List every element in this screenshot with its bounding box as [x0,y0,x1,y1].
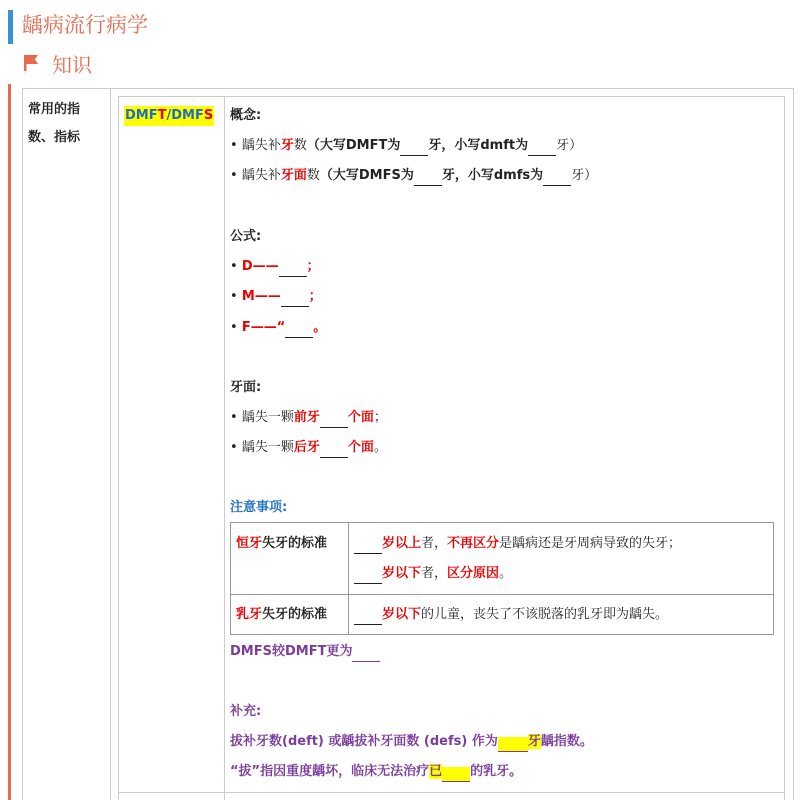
row-separator [118,792,785,793]
surface-line-1: • 龋失一颗前牙 个面； [230,408,387,428]
notes-row2-line1: 岁以下的儿童，丧失了不该脱落的乳牙即为龋失。 [354,605,668,625]
section-header [22,48,92,78]
notes-heading: 注意事项: [230,500,288,515]
notes-table-divider [348,522,349,635]
supplement-line-1: 拔补牙数(deft) 或龋拔补牙面数 (defs) 作为 牙龋指数。 [230,732,593,752]
section-title: 知识 [52,52,92,77]
category-cell [22,88,111,800]
category-label-line2: 数、指标 [28,130,81,145]
concept-line-1: • 龋失补牙数（大写DMFT为 牙，小写dmft为 牙） [230,136,582,156]
formula-d: • D—— ； [230,257,320,277]
concept-line-2: • 龋失补牙面数（大写DMFS为 牙，小写dmfs为 牙） [230,166,597,186]
notes-row1-line2: 岁以下者，区分原因。 [354,564,512,584]
inner-divider [224,96,225,800]
supplement-heading: 补充: [230,704,262,719]
title-accent-bar [8,10,13,44]
formula-f: • F——“ 。 [230,318,326,338]
category-label-line1: 常用的指 [28,102,81,117]
page-title: 龋病流行病学 [22,13,148,37]
notes-row1-label: 恒牙失牙的标准 [236,536,328,551]
flag-icon [22,53,42,73]
notes-row2-label: 乳牙失牙的标准 [236,607,328,622]
notes-table-row-separator [230,594,774,595]
inner-table [118,96,785,800]
concept-heading: 概念: [230,108,262,123]
notes-row1-line1: 岁以上者，不再区分是龋病还是牙周病导致的失牙； [354,534,681,554]
surface-line-2: • 龋失一颗后牙 个面。 [230,438,387,458]
formula-heading: 公式: [230,229,262,244]
left-accent-bar [8,84,11,800]
category-label [22,88,110,160]
formula-m: • M—— ； [230,287,322,307]
index-name: DMFT/DMFS [124,106,214,126]
surface-heading: 牙面: [230,380,262,395]
supplement-line-2: “拔”指因重度龋坏，临床无法治疗已 的乳牙。 [230,762,522,782]
compare-text: DMFS较DMFT更为 [230,642,380,662]
